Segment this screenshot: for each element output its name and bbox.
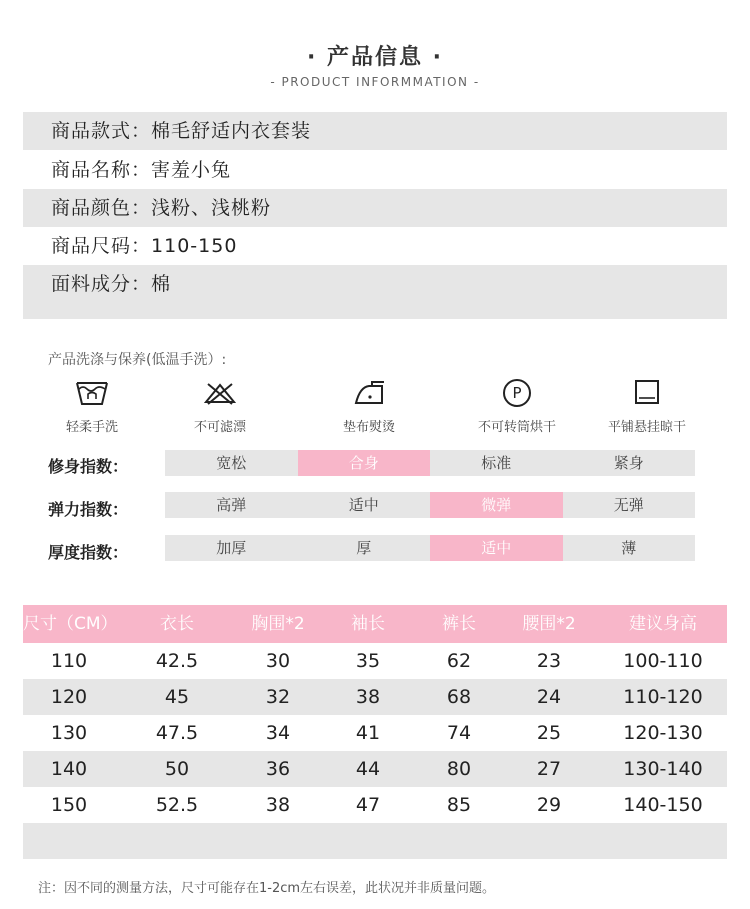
table-cell: 140-150 [623, 794, 703, 816]
table-cell: 42.5 [155, 650, 199, 672]
table-cell: 50 [164, 758, 190, 780]
thickness-index-bar [165, 535, 695, 561]
header-cell: 建议身高 [629, 614, 697, 634]
table-cell: 110 [50, 650, 88, 672]
table-cell: 32 [265, 686, 291, 708]
table-cell: 100-110 [623, 650, 703, 672]
header-cell: 尺寸（CM） [23, 614, 118, 634]
section-title: · 产品信息 · [306, 45, 444, 70]
table-cell: 47.5 [155, 722, 199, 744]
table-cell: 23 [536, 650, 562, 672]
thickness-option: 薄 [621, 539, 637, 557]
table-cell: 150 [50, 794, 88, 816]
info-label: 商品款式： [51, 120, 152, 142]
fit-index-label: 修身指数： [48, 457, 129, 476]
table-cell: 80 [446, 758, 472, 780]
table-cell: 120 [50, 686, 88, 708]
table-row [23, 787, 727, 823]
care-label: 轻柔手洗 [65, 420, 118, 435]
thickness-option: 加厚 [216, 539, 247, 557]
table-cell: 35 [355, 650, 381, 672]
table-cell: 130-140 [623, 758, 703, 780]
header-cell: 腰围*2 [522, 614, 576, 634]
header-cell: 裤长 [442, 614, 476, 634]
care-title: 产品洗涤与保养(低温手洗）: [48, 352, 227, 368]
table-cell: 140 [50, 758, 88, 780]
table-cell: 62 [446, 650, 472, 672]
fit-option-selected: 合身 [298, 450, 431, 476]
table-row [23, 643, 727, 679]
info-value: 棉 [151, 273, 172, 295]
table-row [23, 751, 727, 787]
elasticity-option: 高弹 [216, 496, 247, 514]
care-item-no-bleach [160, 376, 280, 435]
care-label: 不可滤漂 [193, 420, 246, 435]
info-row-name [23, 151, 727, 189]
table-row [23, 715, 727, 751]
elasticity-index-bar [165, 492, 695, 518]
table-cell: 34 [265, 722, 291, 744]
table-cell: 85 [446, 794, 472, 816]
no-bleach-icon [160, 376, 280, 410]
care-item-no-tumble-dry [457, 376, 577, 435]
table-cell: 110-120 [623, 686, 703, 708]
no-tumble-dry-icon [457, 376, 577, 410]
elasticity-option-selected: 微弹 [430, 492, 563, 518]
care-label: 垫布熨烫 [342, 420, 395, 435]
table-cell: 38 [355, 686, 381, 708]
section-subtitle: - PRODUCT INFORMMATION - [270, 75, 480, 89]
info-row-size [23, 227, 727, 265]
info-label: 商品尺码： [51, 235, 152, 257]
fit-option: 标准 [481, 454, 512, 472]
table-cell: 36 [265, 758, 291, 780]
table-row [23, 679, 727, 715]
info-label: 商品名称： [51, 159, 152, 181]
header-cell: 袖长 [351, 614, 385, 634]
info-label: 商品颜色： [51, 197, 152, 219]
info-value: 浅粉、浅桃粉 [151, 197, 272, 219]
table-cell: 25 [536, 722, 562, 744]
table-cell: 29 [536, 794, 562, 816]
table-cell: 41 [355, 722, 381, 744]
table-cell: 30 [265, 650, 291, 672]
info-value: 110-150 [151, 235, 238, 257]
size-table [23, 605, 727, 859]
info-label: 面料成分： [51, 273, 152, 295]
table-cell: 52.5 [155, 794, 199, 816]
care-item-hand-wash [32, 376, 152, 435]
table-cell: 38 [265, 794, 291, 816]
header-cell: 衣长 [160, 614, 194, 634]
fit-option: 紧身 [613, 454, 644, 472]
info-value: 棉毛舒适内衣套装 [151, 120, 312, 142]
table-cell: 68 [446, 686, 472, 708]
fit-index-bar [165, 450, 695, 476]
thickness-index-label: 厚度指数： [48, 543, 129, 562]
measurement-note: 注：因不同的测量方法，尺寸可能存在1-2cm左右误差，此状况并非质量问题。 [38, 881, 496, 896]
header-cell: 胸围*2 [251, 614, 305, 634]
care-item-iron [309, 376, 429, 435]
svg-text:P: P [512, 384, 522, 402]
care-item-dry-flat [587, 376, 707, 435]
info-row-fabric [23, 265, 727, 319]
table-cell: 45 [164, 686, 190, 708]
table-cell: 44 [355, 758, 381, 780]
dry-flat-icon [587, 376, 707, 410]
info-value: 害羞小兔 [151, 159, 232, 181]
info-row-color [23, 189, 727, 227]
elasticity-option: 适中 [348, 496, 379, 514]
elasticity-index-label: 弹力指数： [48, 500, 129, 519]
fit-option: 宽松 [216, 454, 247, 472]
table-cell: 27 [536, 758, 562, 780]
table-cell: 47 [355, 794, 381, 816]
iron-icon [309, 376, 429, 410]
thickness-option-selected: 适中 [430, 535, 563, 561]
table-cell: 130 [50, 722, 88, 744]
info-row-style [23, 112, 727, 150]
care-label: 平铺悬挂晾干 [607, 420, 686, 435]
size-table-header [23, 605, 727, 643]
care-label: 不可转筒烘干 [477, 420, 556, 435]
table-footer-bar [23, 823, 727, 859]
table-cell: 24 [536, 686, 562, 708]
hand-wash-icon [32, 376, 152, 410]
table-cell: 74 [446, 722, 472, 744]
elasticity-option: 无弹 [613, 496, 644, 514]
table-cell: 120-130 [623, 722, 703, 744]
thickness-option: 厚 [356, 539, 372, 557]
